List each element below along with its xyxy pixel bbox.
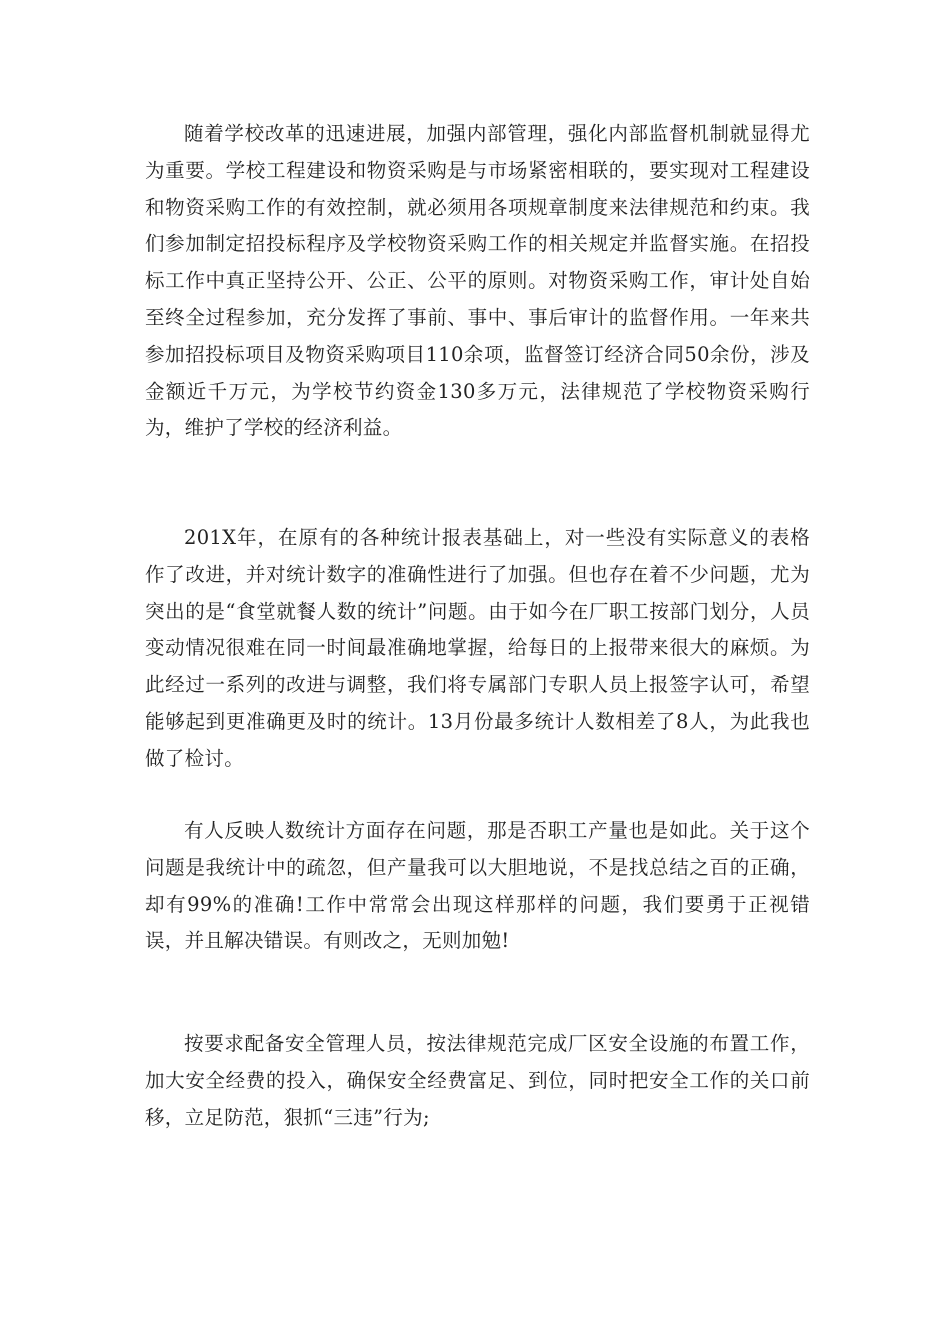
paragraph-statistics-report: 201X年，在原有的各种统计报表基础上，对一些没有实际意义的表格作了改进，并对统计数字的准确性进行了加强。但也存在着不少问题，尤为突出的是“食堂就餐人数的统计”问题。由于如今在厂职工按部门划分，人员变动情况很难在同一时间最准确地掌握，给每日的上报带来很大的麻烦。为此经过一系列的改进与调整，我们将专属部门专职人员上报签字认可，希望能够起到更准确更及时的统计。13月份最多统计人数相差了8人，为此我也做了检讨。 — [145, 526, 810, 770]
paragraph-safety-management: 按要求配备安全管理人员，按法律规范完成厂区安全设施的布置工作，加大安全经费的投入，确保安全经费富足、到位，同时把安全工作的关口前移，立足防范，狠抓“三违”行为; — [145, 1032, 810, 1129]
paragraph-output-statistics: 有人反映人数统计方面存在问题，那是否职工产量也是如此。关于这个问题是我统计中的疏忽，但产量我可以大胆地说，不是找总结之百的正确，却有99%的准确!工作中常常会出现这样那样的问题，我们要勇于正视错误，并且解决错误。有则改之，无则加勉! — [145, 819, 810, 953]
paragraph-procurement-audit: 随着学校改革的迅速进展，加强内部管理，强化内部监督机制就显得尤为重要。学校工程建设和物资采购是与市场紧密相联的，要实现对工程建设和物资采购工作的有效控制，就必须用各项规章制度来法律规范和约束。我们参加制定招投标程序及学校物资采购工作的相关规定并监督实施。在招投标工作中真正坚持公开、公正、公平的原则。对物资采购工作，审计处自始至终全过程参加，充分发挥了事前、事中、事后审计的监督作用。一年来共参加招投标项目及物资采购项目110余项，监督签订经济合同50余份，涉及金额近千万元，为学校节约资金130多万元，法律规范了学校物资采购行为，维护了学校的经济利益。 — [145, 122, 810, 440]
